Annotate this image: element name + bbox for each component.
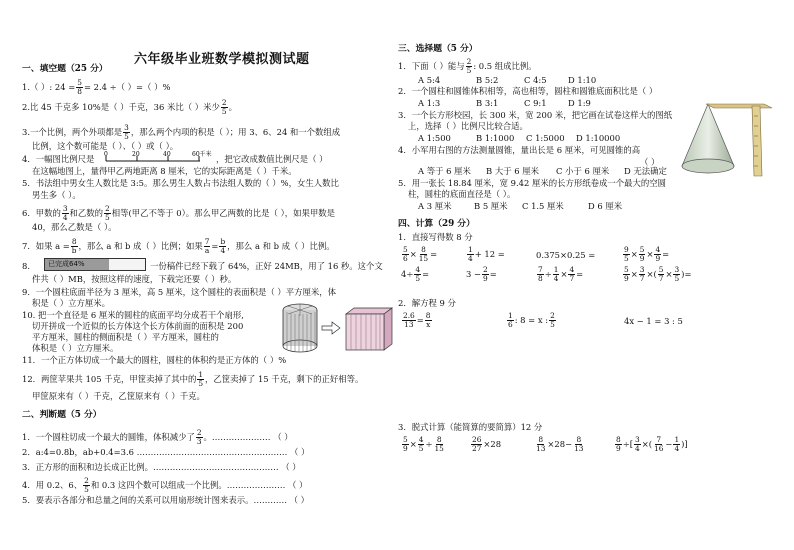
judge-q4-text: 4．用 0.2、6、 xyxy=(22,480,83,490)
section-calc-heading: 四、计算（29 分） xyxy=(398,219,475,229)
download-progress-bar xyxy=(44,258,146,271)
fraction: $\frac{7}{a}$ xyxy=(204,237,210,255)
choice-q1-option-a: A 5:4 xyxy=(418,75,441,85)
choice-q1-option-c: C 4:5 xyxy=(524,75,547,85)
judge-q1 xyxy=(22,429,293,446)
fraction: $\frac{2.6}{13}$ xyxy=(403,311,415,329)
calc-part2-heading: 2．解方程 9 分 xyxy=(398,298,456,308)
choice-q3-option-a: A 1:500 xyxy=(418,133,451,143)
simplify-2: $\frac{26}{27}$ ×28 xyxy=(472,435,502,453)
fraction: $\frac{5}{9}$ xyxy=(639,245,645,263)
choice-q1-tail: : 0.5 组成比例。 xyxy=(473,61,537,71)
judge-q5: 5．要表示各部分和总量之间的关系可以用扇形统计图来表示。………… （ ） xyxy=(22,495,310,505)
choice-q5-option-d: D 6 厘米 xyxy=(588,201,623,211)
fraction: $\frac{2}{5}$ xyxy=(221,98,227,116)
fraction: $\frac{3}{5}$ xyxy=(124,123,129,141)
choice-q3-option-c: C 1:5000 xyxy=(526,133,565,143)
fill-q8-num: 8. xyxy=(22,261,30,271)
fraction: $\frac{2}{3}$ xyxy=(196,428,202,446)
cylinder-to-cuboid-figure xyxy=(280,300,396,356)
simplify-4: $\frac{8}{9}$ ÷[ $\frac{3}{4}$ ×( $\frac{7}{16}$ − $\frac{1}{4}$ )] xyxy=(616,435,688,453)
calc-item-2-text: + 12 = xyxy=(474,249,505,259)
choice-q2-option-a: A 1:3 xyxy=(418,98,441,108)
fraction: $\frac{2}{5}$ xyxy=(105,204,110,222)
judge-q1-tail: 。………………… （ ） xyxy=(203,432,293,442)
fill-q4: 4．一幅图比例尺是 xyxy=(22,154,95,164)
fill-q3-tail: ，那么两个内项的积是（ ）；用 3、6、24 和一个数组成 xyxy=(130,127,341,137)
equation-1: $\frac{2.6}{13}$ = $\frac{8}{x}$ xyxy=(403,311,431,329)
choice-q1-text: 1．下面（ ）能与 xyxy=(398,61,465,71)
fraction: $\frac{3}{5}$ xyxy=(674,265,680,283)
fraction: $\frac{b}{4}$ xyxy=(220,237,226,255)
fraction: $\frac{5}{8}$ xyxy=(77,78,82,96)
choice-q2-option-c: C 9:1 xyxy=(524,98,547,108)
fill-q2: 2.比 45 千克多 10%是（ ）千克，36 米比（ ）米少 $\frac{2}{5}$ 。 xyxy=(22,98,237,116)
arrow-right-icon xyxy=(322,322,340,334)
fill-q10-line2: 切开拼成一个近似的长方体这个长方体前面的面积是 200 xyxy=(32,321,244,331)
calc-part1-heading: 1．直接写得数 8 分 xyxy=(398,232,473,242)
fraction: $\frac{8}{b}$ xyxy=(71,237,77,255)
choice-q1-option-d: D 1:10 xyxy=(568,75,597,85)
fraction: $\frac{8}{x}$ xyxy=(425,311,431,329)
fill-q6-line2: 40，那么乙数是（ ）。 xyxy=(32,222,117,232)
choice-q1 xyxy=(398,58,537,75)
section-judge-heading: 二、判断题（5 分） xyxy=(22,410,102,420)
calc-item-3: 0.375×0.25 = xyxy=(536,250,596,260)
choice-q2: 2．一个圆柱和圆锥体积相等，高也相等，圆柱和圆锥底面积比是（ ） xyxy=(398,86,658,96)
calc-item-8: $\frac{5}{9}$ × $\frac{3}{7}$ ×( $\frac{5}{7}$ × $\frac{3}{5}$ )= xyxy=(624,265,692,283)
fill-q8: 一份稿件已经下载了 64%，正好 24MB，用了 16 秒。这个文 xyxy=(150,261,383,271)
choice-q2-option-d: D 1:9 xyxy=(568,98,591,108)
fraction: $\frac{2}{9}$ xyxy=(483,265,488,283)
judge-q1-text: 1．一个圆柱切成一个最大的圆锥，体积减少了 xyxy=(22,432,195,442)
fraction: $\frac{1}{5}$ xyxy=(198,370,204,388)
fraction: $\frac{2}{5}$ xyxy=(550,311,555,329)
fill-q6-text: 6．甲数的 xyxy=(22,208,61,218)
fraction: $\frac{8}{15}$ xyxy=(418,245,429,263)
calc-item-4: $\frac{9}{5}$ × $\frac{5}{9}$ × $\frac{4}{9}$ = xyxy=(624,245,670,263)
fraction: $\frac{1}{4}$ xyxy=(674,435,680,453)
choice-q5: 5．用一张长 18.84 厘米，宽 9.42 厘米的长方形纸卷成一个最大的空圆 xyxy=(398,178,666,188)
judge-q2: 2．a:4=0.8b，ab+0.4=3.6 ……………………………………………… （ ） xyxy=(22,447,310,457)
simplify-3: $\frac{8}{13}$ ×28− $\frac{8}{13}$ xyxy=(536,435,584,453)
fill-q7-mid: ，那么 a 和 b 成（ ）比例；如果 xyxy=(78,241,203,251)
scale-tick-0: 0 xyxy=(104,151,108,158)
choice-q1-option-b: B 5:2 xyxy=(476,75,499,85)
section-fill-heading: 一、填空题（25 分） xyxy=(22,64,108,74)
fill-q9: 9．一个圆柱底面半径为 3 厘米，高 5 厘米，这个圆柱的表面积是（ ）平方厘米，体 xyxy=(22,287,337,297)
fill-q6 xyxy=(22,205,335,222)
fraction: $\frac{4}{9}$ xyxy=(655,245,661,263)
cone xyxy=(682,104,734,173)
fraction: $\frac{3}{4}$ xyxy=(62,204,68,222)
calc-item-5: 4÷ $\frac{4}{5}$ = xyxy=(401,265,430,283)
fraction: $\frac{7}{8}$ xyxy=(538,265,543,283)
fill-q3 xyxy=(22,124,340,141)
choice-q3-option-d: D 1:10000 xyxy=(576,133,621,143)
choice-q3-option-b: B 1:1000 xyxy=(476,133,515,143)
judge-q4-tail: 和 0.3 这四个数可以组成一个比例。………………… （ ） xyxy=(90,480,308,490)
choice-q3: 3．一个长方形校园，长 300 米，宽 200 米，把它画在试卷这样大的图纸 xyxy=(398,110,673,120)
cuboid xyxy=(346,308,392,350)
fraction: $\frac{5}{9}$ xyxy=(403,435,408,453)
sliced-cylinder xyxy=(283,304,317,352)
judge-q3: 3．正方形的面积和边长成正比例。……………………………………… （ ） xyxy=(22,462,301,472)
fraction: $\frac{4}{5}$ xyxy=(415,265,421,283)
download-progress-label: 已完成64% xyxy=(48,260,85,268)
fill-q12 xyxy=(22,371,363,388)
scale-tick-60: 60千米 xyxy=(192,151,212,158)
calc-item-7: $\frac{7}{8}$ ÷ $\frac{1}{4}$ × $\frac{4}{7}$ = xyxy=(538,265,584,283)
fraction: $\frac{7}{16}$ xyxy=(654,435,664,453)
fraction: $\frac{5}{9}$ xyxy=(624,265,629,283)
fill-q4-line2: 在这幅地图上，量得甲乙两地距离 8 厘米，它的实际距离是（ ）千米。 xyxy=(32,166,297,176)
calc-item-2 xyxy=(466,246,505,263)
fill-q7: 7．如果 a = $\frac{8}{b}$ ，那么 a 和 b 成（ ）比例；如果 $\frac{7}{a}$ = $\frac{b}{4}$ ，那么 a 和 b 成（ ）比例。 xyxy=(22,237,335,255)
fill-q1 xyxy=(22,79,170,96)
choice-q4-option-c: C 小于 6 厘米 xyxy=(556,166,610,176)
fill-q10: 10. 把一个直径是 6 厘米的圆柱的底面平均分成若干个扇形, xyxy=(22,310,244,320)
equation-3: 4x − 1 = 3 : 5 xyxy=(624,316,683,326)
fraction: $\frac{9}{5}$ xyxy=(624,245,629,263)
fraction: $\frac{8}{13}$ xyxy=(536,435,546,453)
cone-measurement-figure xyxy=(676,96,782,180)
fill-q7-tail: ，那么 a 和 b 成（ ）比例。 xyxy=(227,241,335,251)
fraction: $\frac{8}{15}$ xyxy=(434,435,444,453)
judge-q4 xyxy=(22,477,307,494)
choice-q4-option-b: B 大于 6 厘米 xyxy=(486,166,539,176)
fraction: $\frac{2}{5}$ xyxy=(84,476,89,494)
fill-q10-line3: 平方厘米，圆柱的侧面积是（ ）平方厘米，圆柱的 xyxy=(32,332,219,342)
fill-q5: 5．书法组中男女生人数比是 3:5。那么男生人数占书法组人数的（ ）%，女生人数比 xyxy=(22,178,339,188)
fill-q11: 11．一个正方体切成一个最大的圆柱，圆柱的体积约是正方体的（ ）% xyxy=(22,355,287,365)
fraction: $\frac{1}{4}$ xyxy=(468,245,473,263)
calc-item-6: 3 − $\frac{2}{9}$ = xyxy=(466,265,497,283)
fill-q5-line2: 男生多（ ）。 xyxy=(32,190,81,200)
fill-q12-text: 12．两筐苹果共 105 千克，甲筐卖掉了其中的 xyxy=(22,374,197,384)
fill-q3-text: 3.一个比例，两个外项都是 xyxy=(22,127,123,137)
fill-q8-line2: 件共（ ）MB，按照这样的速度，下载完还要（ ）秒。 xyxy=(32,274,237,284)
fraction: $\frac{5}{7}$ xyxy=(658,265,664,283)
fill-q12-tail: ，乙筐卖掉了 15 千克，剩下的正好相等。 xyxy=(205,374,364,384)
fraction: $\frac{1}{4}$ xyxy=(553,265,559,283)
fraction: $\frac{2}{5}$ xyxy=(466,57,472,75)
fill-q10-line4: 体积是（ ）立方厘米。 xyxy=(32,343,119,353)
equation-2: $\frac{1}{6}$ : 8 = x : $\frac{2}{5}$ xyxy=(508,311,555,329)
simplify-1: $\frac{5}{9}$ × $\frac{4}{5}$ ÷ $\frac{8}{15}$ xyxy=(403,435,444,453)
section-choice-heading: 三、选择题（5 分） xyxy=(398,44,478,54)
scale-tick-40: 40 xyxy=(163,151,171,158)
choice-q3-line2: 上，选择（ ）比例尺比较合适。 xyxy=(408,121,528,131)
fill-q4-tail: ，把它改成数值比例尺是（ ） xyxy=(216,154,328,164)
calc-item-6-text: 3 − xyxy=(466,269,482,279)
choice-q5-option-b: B 5 厘米 xyxy=(474,201,508,211)
fill-q12-line2: 甲筐原来有（ ）千克，乙筐原来有（ ）千克。 xyxy=(32,391,205,401)
fraction: $\frac{5}{6}$ xyxy=(403,245,408,263)
fraction: $\frac{4}{5}$ xyxy=(418,435,424,453)
fraction: $\frac{8}{13}$ xyxy=(574,435,584,453)
fill-q6-mid: 和乙数的 xyxy=(69,208,104,218)
fraction: $\frac{26}{27}$ xyxy=(472,435,482,453)
choice-q4: 4．小军用右图的方法测量圆锥，量出长是 6 厘米，可见圆锥的高 xyxy=(398,145,641,155)
choice-q4-option-d: D 无法确定 xyxy=(624,166,667,176)
fraction: $\frac{3}{4}$ xyxy=(635,435,640,453)
fill-q9-line2: 积是（ ）立方厘米。 xyxy=(32,298,111,308)
choice-q5-option-c: C 1.5 厘米 xyxy=(522,201,564,211)
choice-q5-line2: 柱，圆柱的底面直径是（ ）。 xyxy=(408,189,516,199)
choice-q4-blank: （ ） xyxy=(640,157,660,167)
choice-q5-option-a: A 3 厘米 xyxy=(418,201,452,211)
choice-q2-option-b: B 3:1 xyxy=(476,98,499,108)
scale-tick-20: 20 xyxy=(132,151,140,158)
calc-item-1: $\frac{5}{6}$ × $\frac{8}{15}$ = xyxy=(403,245,438,263)
choice-q4-option-a: A 等于 6 厘米 xyxy=(418,166,471,176)
fill-q1-tail: = 2.4 ÷（ ）=（ ）% xyxy=(83,82,171,92)
fraction: $\frac{8}{9}$ xyxy=(616,435,621,453)
fill-q3-line2: 比例，这个数可能是（ ）、（ ）或（ ）。 xyxy=(32,141,179,151)
fill-q6-tail: 相等(甲乙不等于 0）。那么甲乙两数的比是（ ），如果甲数是 xyxy=(111,208,336,218)
calc-part3-heading: 3．脱式计算（能简算的要简算）12 分 xyxy=(398,422,543,432)
fill-q1-text: 1.（ ）: 24 = xyxy=(22,82,76,92)
fraction: $\frac{3}{7}$ xyxy=(639,265,645,283)
fraction: $\frac{4}{7}$ xyxy=(569,265,575,283)
fill-q7-text: 7．如果 a = xyxy=(22,241,70,251)
page-title: 六年级毕业班数学模拟测试题 xyxy=(134,52,310,67)
fill-q2-text: 2.比 45 千克多 10%是（ ）千克，36 米比（ ）米少 xyxy=(22,102,220,112)
scale-bar xyxy=(104,150,216,164)
fraction: $\frac{1}{6}$ xyxy=(508,311,513,329)
